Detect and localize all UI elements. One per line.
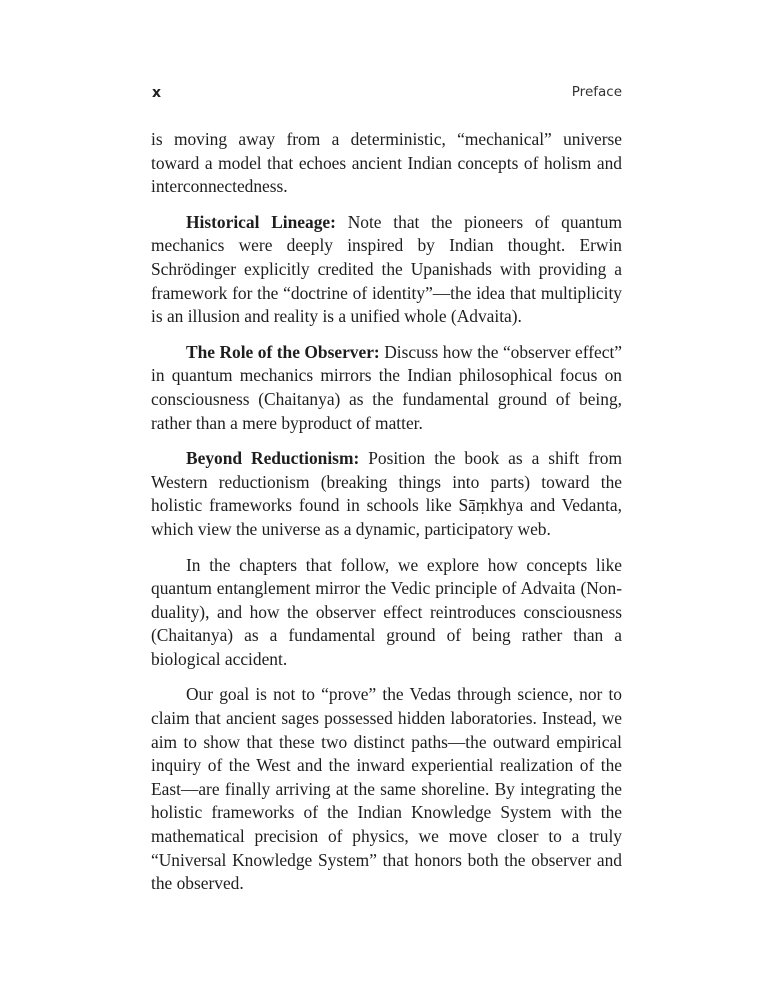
paragraph-lead: Beyond Reductionism: [186, 448, 360, 469]
paragraph-lead: Historical Lineage: [186, 211, 336, 232]
paragraph-text: Position the book as a shift from Western reductionism (breaking things into parts) toward the holistic frameworks found in schools like Sāṃkhya and Vedanta, which view the universe as a dynamic, participatory web. [151, 448, 622, 539]
paragraph-text: Discuss how the “observer effect” in quantum mechanics mirrors the Indian philosophical focus on consciousness (Chaitanya) as the fundamental ground of being, rather than a mere byproduct of matter. [151, 341, 622, 433]
paragraph-historical-lineage [151, 211, 622, 329]
paragraph-chapters [151, 554, 622, 672]
paragraph-text: Note that the pioneers of quantum mechanics were deeply inspired by Indian thought. Erwin Schrödinger explicitly credited the Upanishads with providing a framework for the “doctrine of identity”—the idea that multiplicity is an illusion and reality is a unified whole (Advaita). [151, 211, 622, 327]
page-header [152, 84, 622, 106]
paragraph-goal [151, 683, 622, 895]
paragraph-lead: The Role of the Observer: [186, 341, 380, 362]
page-number: x [152, 85, 162, 101]
paragraph-beyond-reductionism [151, 447, 622, 541]
paragraph-continuation [151, 128, 622, 199]
paragraph-role-of-observer [151, 341, 622, 435]
paragraph-text: In the chapters that follow, we explore how concepts like quantum entanglement mirror the Vedic principle of Advaita (Non-duality), and how the observer effect reintroduces consciousness (Chaitanya) as a fundamental ground of being rather than a biological accident. [151, 554, 622, 669]
body-text [151, 128, 622, 908]
running-head: Preface [571, 84, 622, 100]
paragraph-text: Our goal is not to “prove” the Vedas through science, nor to claim that ancient sages possessed hidden laboratories. Instead, we aim to show that these two distinct paths—the outward empirical inquiry of the West and the inward experiential realization of the East—are finally arriving at the same shoreline. By integrating the holistic frameworks of the Indian Knowledge System with the mathematical precision of physics, we move closer to a truly “Universal Knowledge System” that honors both the observer and the observed. [151, 684, 622, 894]
paragraph-text: is moving away from a deterministic, “mechanical” universe toward a model that echoes ancient Indian concepts of holism and interconnectedness. [151, 129, 622, 197]
